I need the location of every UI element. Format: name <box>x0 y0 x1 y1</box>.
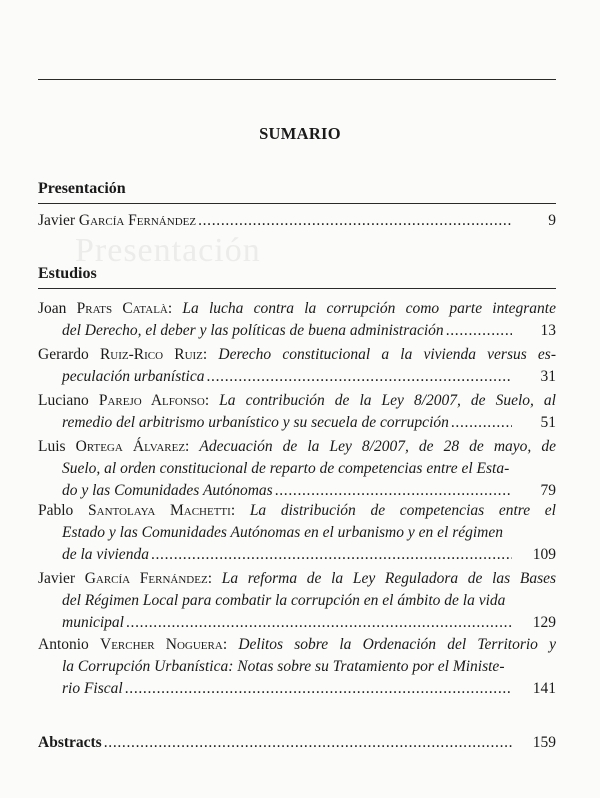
author-first-name: Javier <box>38 212 79 229</box>
title-text: Delitos sobre la Ordenación del Territorio y <box>238 636 557 653</box>
entry-last-line <box>38 544 556 566</box>
author-surname: Ruiz-Rico Ruiz <box>99 346 203 363</box>
separator: : <box>204 392 220 409</box>
page-number: 9 <box>548 212 556 229</box>
author-first-name: Joan <box>38 300 77 317</box>
entry-last-line <box>38 678 556 700</box>
title-continuation: del Régimen Local para combatir la corrupción en el ámbito de la vida <box>62 592 506 609</box>
author-surname: Prats Català <box>76 300 168 317</box>
leader-dots <box>104 732 512 754</box>
page-number: 31 <box>540 368 556 385</box>
entry-last-line <box>38 320 556 342</box>
author-surname: García Fernández <box>84 570 208 587</box>
author-surname: Ortega Álvarez <box>75 438 186 455</box>
entry-last-line <box>38 412 556 434</box>
title-continuation: Estado y las Comunidades Autónomas en el urbanismo y en el régimen <box>62 524 503 541</box>
entry-last-line <box>38 612 556 634</box>
author-surname: Vercher Noguera <box>100 636 223 653</box>
separator: : <box>222 636 239 653</box>
title-continuation: la Corrupción Urbanística: Notas sobre su Tratamiento por el Ministe- <box>62 658 505 675</box>
toc-entry <box>38 390 556 434</box>
separator: : <box>167 300 183 317</box>
title-continuation: Suelo, al orden constitucional de reparto de competencias entre el Esta- <box>62 460 510 477</box>
entry-first-line <box>38 344 556 366</box>
page-number: 129 <box>532 614 556 631</box>
section-rule <box>38 288 556 289</box>
title-text: La contribución de la Ley 8/2007, de Suelo, al <box>219 392 556 409</box>
page-number: 141 <box>532 680 556 697</box>
author-surname: Parejo Alfonso <box>98 392 205 409</box>
toc-entry-abstracts <box>38 732 556 754</box>
separator: : <box>185 438 200 455</box>
toc-entry-presentacion <box>38 210 556 232</box>
author-first-name: Javier <box>38 570 85 587</box>
page-number: 51 <box>540 414 556 431</box>
title-text: La reforma de la Ley Reguladora de las Bases <box>221 570 557 587</box>
section-heading-presentacion: Presentación <box>38 180 126 197</box>
leader-dots <box>451 412 512 434</box>
entry-last-line <box>38 480 556 502</box>
author-surname: García Fernández <box>78 212 197 229</box>
author-first-name: Pablo <box>38 502 88 519</box>
leader-dots <box>207 366 513 388</box>
title-continuation: municipal <box>62 614 124 631</box>
entry-first-line <box>38 568 556 590</box>
author-first-name: Luciano <box>38 392 99 409</box>
title-text: Adecuación de la Ley 8/2007, de 28 de mayo, de <box>199 438 556 455</box>
leader-dots <box>198 210 512 232</box>
leader-dots <box>151 544 512 566</box>
page-number: 13 <box>540 322 556 339</box>
section-rule <box>38 203 556 204</box>
page-title: SUMARIO <box>259 124 341 143</box>
leader-dots <box>126 612 512 634</box>
entry-first-line <box>38 500 556 522</box>
title-continuation: remedio del arbitrismo urbanístico y su secuela de corrupción <box>62 414 449 431</box>
toc-entry <box>38 634 556 700</box>
bleed-through-text: Presentación <box>75 232 261 269</box>
title-continuation: peculación urbanística <box>62 368 205 385</box>
toc-entry <box>38 568 556 634</box>
entry-last-line <box>38 366 556 388</box>
title-continuation: de la vivienda <box>62 546 149 563</box>
author-first-name: Gerardo <box>38 346 100 363</box>
title-text: La distribución de competencias entre el <box>249 502 556 519</box>
author-surname: Santolaya Machetti <box>88 502 231 519</box>
leader-dots <box>275 480 512 502</box>
separator: : <box>202 346 219 363</box>
page-number: 109 <box>532 546 556 563</box>
title-continuation: do y las Comunidades Autónomas <box>62 482 273 499</box>
abstracts-label: Abstracts <box>38 734 102 751</box>
leader-dots <box>446 320 512 342</box>
toc-entry <box>38 344 556 388</box>
author-first-name: Luis <box>38 438 76 455</box>
entry-first-line <box>38 298 556 320</box>
title-continuation: del Derecho, el deber y las políticas de buena administración <box>62 322 444 339</box>
toc-entry <box>38 436 556 502</box>
author-first-name: Antonio <box>38 636 100 653</box>
title-text: La lucha contra la corrupción como parte integrante <box>182 300 556 317</box>
toc-entry <box>38 298 556 342</box>
separator: : <box>230 502 250 519</box>
entry-first-line <box>38 436 556 458</box>
entry-first-line <box>38 634 556 656</box>
leader-dots <box>125 678 512 700</box>
title-text: Derecho constitucional a la vivienda versus es- <box>218 346 557 363</box>
page-number: 79 <box>540 482 556 499</box>
top-rule <box>38 79 556 80</box>
page-number: 159 <box>532 734 556 751</box>
separator: : <box>207 570 222 587</box>
toc-entry <box>38 500 556 566</box>
entry-first-line <box>38 390 556 412</box>
title-continuation: rio Fiscal <box>62 680 123 697</box>
section-heading-estudios: Estudios <box>38 265 97 282</box>
